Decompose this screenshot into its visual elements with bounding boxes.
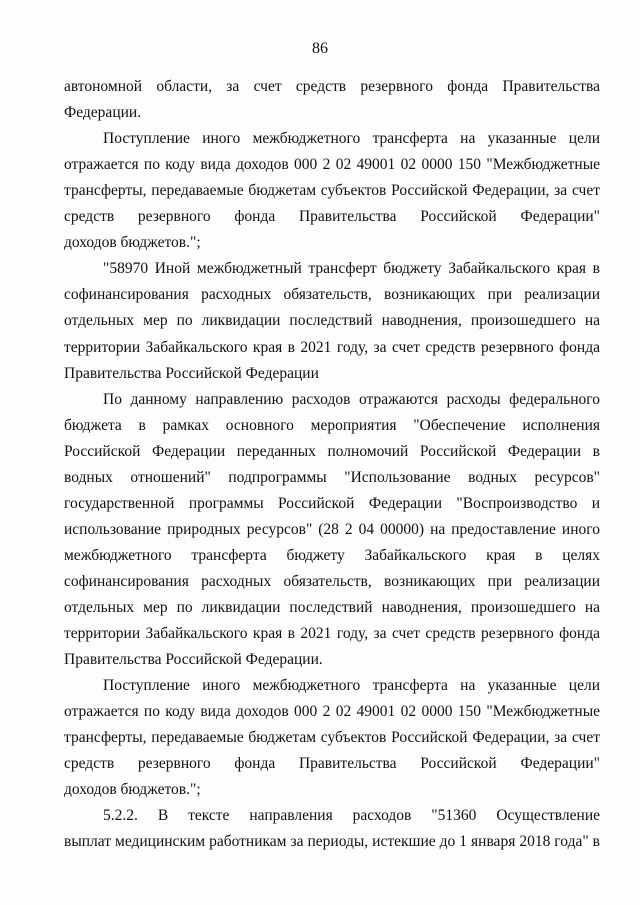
text-line: средств резервного фонда Правительства Российской Федерации" [64,755,600,772]
text-line: доходов бюджетов."; [64,781,201,798]
text-line: софинансирования расходных обязательств, возникающих при реализации [64,573,600,590]
text-line: средств резервного фонда Правительства Российской Федерации" [64,208,600,225]
text-line: "58970 Иной межбюджетный трансферт бюджету Забайкальского края в [103,260,600,277]
text-line: отдельных мер по ликвидации последствий наводнения, произошедшего на [64,312,600,329]
text-line: использование природных ресурсов" (28 2 04 00000) на предоставление иного [64,521,600,538]
text-line: Российской Федерации переданных полномочий Российской Федерации в [64,443,600,460]
text-line: Поступление иного межбюджетного трансферта на указанные цели [103,130,600,147]
text-line: отражается по коду вида доходов 000 2 02 49001 02 0000 150 "Межбюджетные [64,703,600,720]
text-line: трансферты, передаваемые бюджетам субъектов Российской Федерации, за счет [64,729,600,746]
text-line: софинансирования расходных обязательств, возникающих при реализации [64,286,600,303]
text-line: территории Забайкальского края в 2021 году, за счет средств резервного фонда [64,339,600,356]
text-line: По данному направлению расходов отражаются расходы федерального [103,391,600,408]
text-line: межбюджетного трансферта бюджету Забайкальского края в целях [64,547,600,564]
text-line: Правительства Российской Федерации. [64,651,323,668]
text-line: Правительства Российской Федерации [64,365,319,382]
text-line: водных отношений" подпрограммы "Использование водных ресурсов" [64,469,600,486]
text-line: Федерации. [64,104,142,121]
text-line: отражается по коду вида доходов 000 2 02 49001 02 0000 150 "Межбюджетные [64,156,600,173]
text-line: доходов бюджетов."; [64,234,201,251]
text-line: 5.2.2. В тексте направления расходов "51360 Осуществление [103,807,600,824]
text-line: автономной области, за счет средств резервного фонда Правительства [64,78,600,95]
page-number: 86 [312,40,328,57]
text-line: трансферты, передаваемые бюджетам субъектов Российской Федерации, за счет [64,182,600,199]
text-line: отдельных мер по ликвидации последствий наводнения, произошедшего на [64,599,600,616]
text-line: выплат медицинским работникам за периоды, истекшие до 1 января 2018 года" в [64,833,600,850]
text-line: бюджета в рамках основного мероприятия "Обеспечение исполнения [64,417,600,434]
text-line: Поступление иного межбюджетного трансферта на указанные цели [103,677,600,694]
text-line: территории Забайкальского края в 2021 году, за счет средств резервного фонда [64,625,600,642]
text-line: государственной программы Российской Федерации "Воспроизводство и [64,495,600,512]
